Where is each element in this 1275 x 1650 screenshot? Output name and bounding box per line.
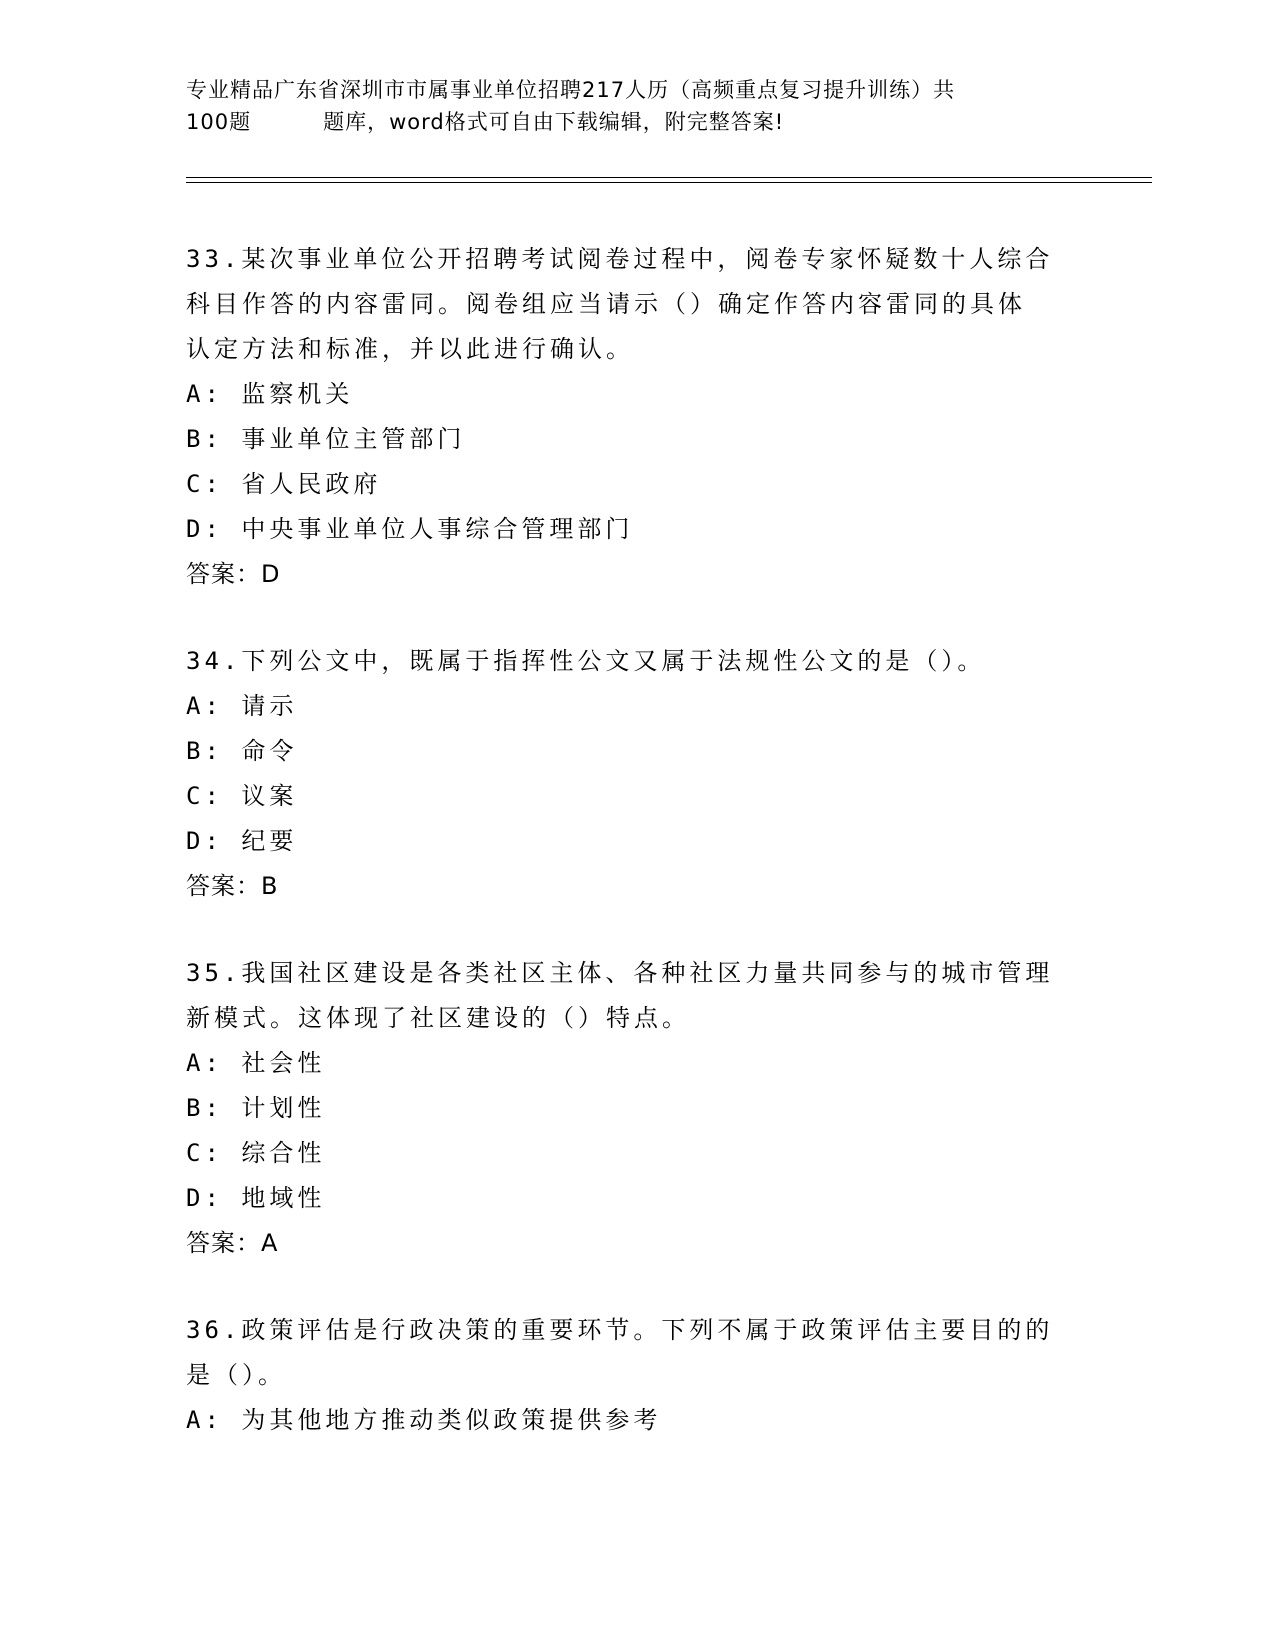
answer-option: D: 纪要 [186,827,298,855]
question-stem-line: 新模式。这体现了社区建设的（）特点。 [186,1004,690,1032]
question-stem-line: 33.某次事业单位公开招聘考试阅卷过程中，阅卷专家怀疑数十人综合 [186,245,1054,273]
answer-option: C: 省人民政府 [186,470,382,498]
answer-option: A: 请示 [186,692,298,720]
answer-option: D: 地域性 [186,1184,326,1212]
answer-option: D: 中央事业单位人事综合管理部门 [186,515,634,543]
question-stem-line: 是（）。 [186,1361,286,1389]
answer-option: A: 社会性 [186,1049,326,1077]
question-block [186,639,1086,909]
question-block [186,1308,1086,1443]
question-block [186,237,1086,597]
question-stem-line: 35.我国社区建设是各类社区主体、各种社区力量共同参与的城市管理 [186,959,1054,987]
answer-option: C: 综合性 [186,1139,326,1167]
answer-option: C: 议案 [186,782,298,810]
question-stem [186,1308,1086,1398]
question-stem [186,951,1086,1041]
answer-option: B: 命令 [186,737,298,765]
answer-key: 答案：B [186,872,279,900]
question-block [186,951,1086,1266]
question-stem-line: 34.下列公文中，既属于指挥性公文又属于法规性公文的是（）。 [186,647,986,675]
answer-key: 答案：A [186,1229,279,1257]
question-stem-line: 36.政策评估是行政决策的重要环节。下列不属于政策评估主要目的的 [186,1316,1054,1344]
question-stem [186,639,1086,684]
header-divider-bottom [186,182,1152,183]
question-list [186,237,1086,1485]
header-title-line: 专业精品广东省深圳市市属事业单位招聘217人历（高频重点复习提升训练）共 [186,78,956,102]
header-divider-top [186,177,1152,178]
answer-option: A: 为其他地方推动类似政策提供参考 [186,1406,662,1434]
answer-option: B: 计划性 [186,1094,326,1122]
question-stem-line: 科目作答的内容雷同。阅卷组应当请示（）确定作答内容雷同的具体 [186,290,1026,318]
answer-option: B: 事业单位主管部门 [186,425,466,453]
question-stem [186,237,1086,372]
document-header [186,74,1106,138]
header-description: 题库，word格式可自由下载编辑，附完整答案! [323,110,785,134]
answer-key: 答案：D [186,560,281,588]
question-stem-line: 认定方法和标准，并以此进行确认。 [186,335,634,363]
header-question-count: 100题 [186,110,252,134]
answer-option: A: 监察机关 [186,380,354,408]
header-subtitle-line [186,106,1106,138]
